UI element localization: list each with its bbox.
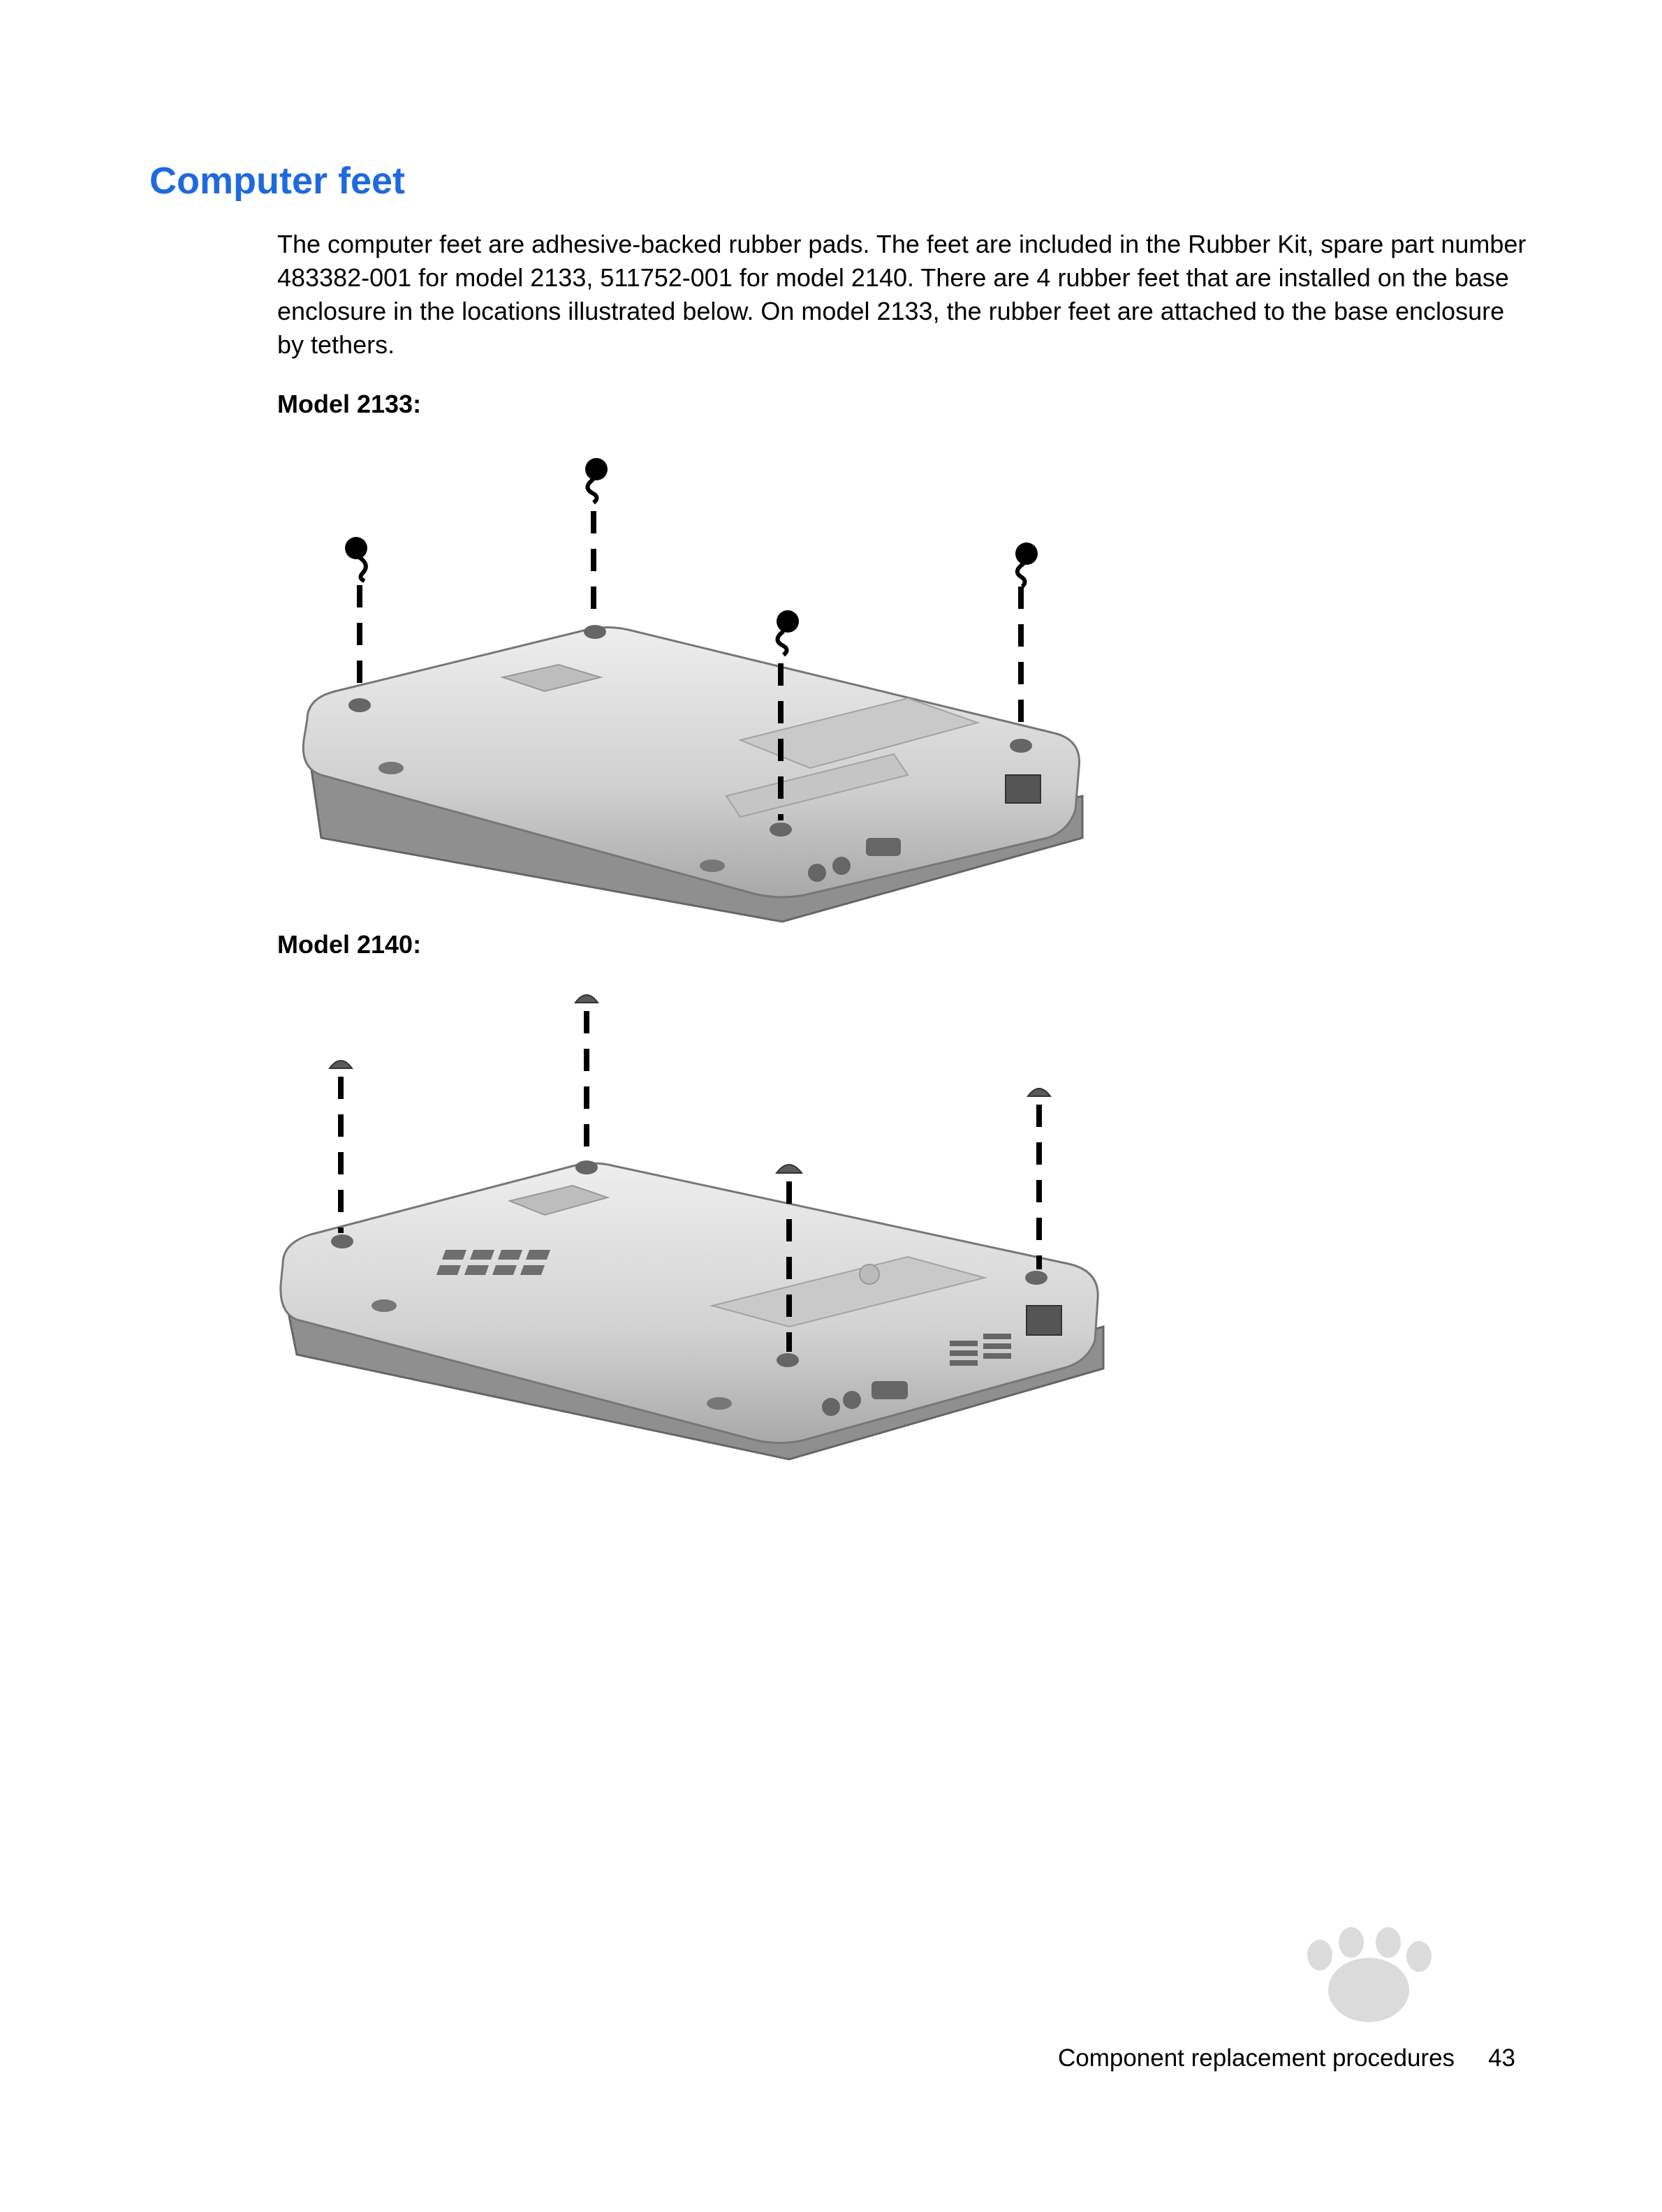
- base-enclosure-2133: [303, 625, 1082, 922]
- model-2140-figure: [279, 978, 1117, 1480]
- rubber-foot-1: [345, 537, 367, 581]
- foot-mount-4: [1010, 739, 1032, 753]
- foot-mount-4: [1025, 1271, 1047, 1285]
- model-2133-figure: [293, 447, 1117, 929]
- foot-mount-1: [331, 1234, 353, 1248]
- baidu-watermark: [1159, 1927, 1550, 2137]
- section-title: Computer feet: [149, 160, 406, 202]
- model-2133-label: Model 2133:: [277, 390, 422, 418]
- base-enclosure-2140: [281, 1160, 1103, 1459]
- rubber-foot-3: [777, 610, 799, 655]
- rubber-foot-3: [777, 1165, 802, 1173]
- model-2140-label: Model 2140:: [277, 930, 422, 959]
- page-number: 43: [1488, 2044, 1515, 2072]
- rubber-foot-1: [330, 1061, 352, 1068]
- foot-mount-1: [348, 698, 371, 712]
- foot-mount-3: [770, 823, 792, 836]
- foot-mount-2: [584, 625, 606, 639]
- footer-chapter: Component replacement procedures: [1057, 2044, 1455, 2072]
- rubber-foot-4: [1028, 1089, 1050, 1096]
- foot-mount-3: [777, 1353, 799, 1367]
- rubber-foot-2: [575, 995, 598, 1003]
- page-footer: [1058, 2044, 1515, 2072]
- rubber-foot-2: [585, 458, 608, 503]
- rubber-foot-4: [1015, 543, 1038, 587]
- intro-paragraph: The computer feet are adhesive-backed rubber pads. The feet are included in the Rubber Kit, spare part number 483382-001 for model 2133, 511752-001 for model 2140. There are 4 rubber feet that are installed on the base enclosure in the locations illustrated below. On model 2133, the rubber feet are attached to the base enclosure by tethers.: [277, 230, 1527, 359]
- foot-mount-2: [575, 1160, 598, 1174]
